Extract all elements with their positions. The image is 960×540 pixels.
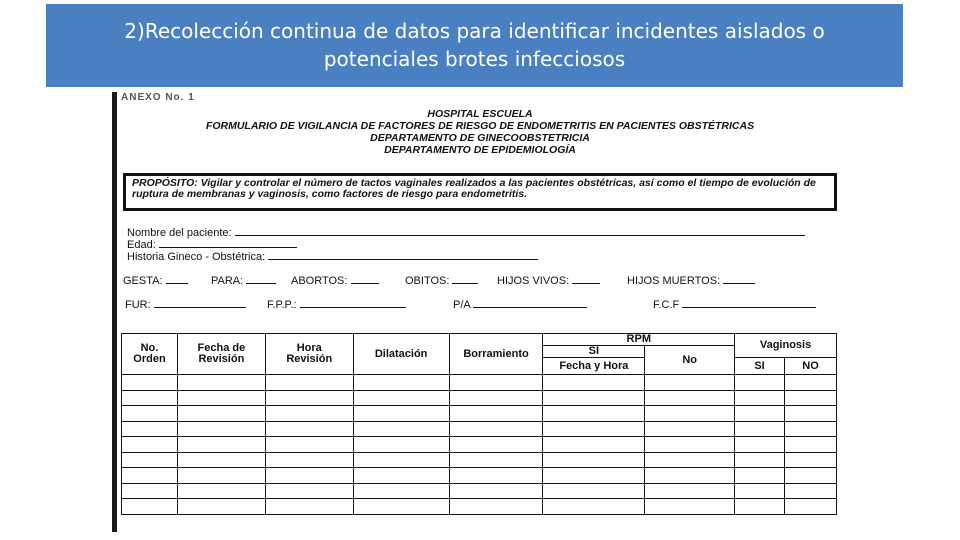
fcf-field — [653, 298, 816, 311]
vaginosis-si: SI — [735, 358, 785, 375]
col-dilatacion: Dilatación — [353, 334, 449, 375]
age-line — [159, 238, 297, 248]
hijos-vivos-line — [572, 274, 600, 284]
fur-field — [125, 298, 246, 311]
table-row — [122, 390, 837, 406]
table-row — [122, 499, 837, 515]
col-no-orden: No. Orden — [122, 334, 178, 375]
table-row — [122, 437, 837, 453]
history-line — [268, 250, 538, 260]
fur-line — [154, 298, 246, 308]
patient-name-line — [235, 226, 805, 236]
obitos-line — [452, 274, 478, 284]
cropped-top-text: ANEXO No. 1 — [121, 92, 195, 100]
rpm-si: SI — [543, 346, 645, 358]
table-header-row-1 — [122, 334, 837, 346]
vaginosis-no: NO — [785, 358, 837, 375]
abortos-line — [351, 274, 379, 284]
fpp-label: F.P.P.: — [267, 299, 297, 311]
group-vaginosis: Vaginosis — [735, 334, 837, 358]
scanned-form — [117, 92, 843, 532]
patient-name-label: Nombre del paciente: — [127, 227, 232, 239]
pa-field — [453, 298, 587, 311]
abortos-label: ABORTOS: — [291, 275, 348, 287]
age-label: Edad: — [127, 239, 156, 251]
revision-table — [121, 333, 837, 515]
gesta-line — [166, 274, 188, 284]
history-field — [127, 250, 538, 263]
table-row — [122, 452, 837, 468]
table-row — [122, 468, 837, 484]
group-rpm: RPM — [543, 334, 735, 346]
pa-line — [473, 298, 587, 308]
hijos-muertos-field — [627, 274, 755, 287]
obitos-label: OBITOS: — [405, 275, 450, 287]
rpm-fecha-hora: Fecha y Hora — [543, 358, 645, 375]
table-row — [122, 375, 837, 391]
table-row — [122, 421, 837, 437]
slide-title-line-2: potenciales brotes infecciosos — [323, 47, 626, 71]
hijos-muertos-line — [723, 274, 755, 284]
fpp-field — [267, 298, 406, 311]
hijos-muertos-label: HIJOS MUERTOS: — [627, 275, 721, 287]
form-title: FORMULARIO DE VIGILANCIA DE FACTORES DE RIESGO DE ENDOMETRITIS EN PACIENTES OBSTÉTRICAS — [205, 120, 755, 132]
form-department-epidemiology: DEPARTAMENTO DE EPIDEMIOLOGÍA — [384, 144, 576, 156]
purpose-box: PROPÓSITO: Vigilar y controlar el número de tactos vaginales realizados a las pacientes obstétricas, así como el tiempo de evolución de ruptura de membranas y vaginosis, como factores de riesgo para endometritis. — [123, 173, 837, 211]
col-hora-revision: Hora Revisión — [265, 334, 353, 375]
col-fecha-revision: Fecha de Revisión — [177, 334, 265, 375]
abortos-field — [291, 274, 379, 287]
col-borramiento: Borramiento — [449, 334, 543, 375]
form-department-gyneco: DEPARTAMENTO DE GINECOOBSTETRICIA — [370, 132, 590, 144]
rpm-no: No — [645, 346, 735, 375]
fur-label: FUR: — [125, 299, 151, 311]
para-line — [246, 274, 276, 284]
fcf-line — [682, 298, 816, 308]
para-field — [211, 274, 276, 287]
hijos-vivos-label: HIJOS VIVOS: — [497, 275, 570, 287]
slide-title-line-1: 2)Recolección continua de datos para identificar incidentes aislados o — [124, 19, 825, 43]
table-row — [122, 406, 837, 422]
history-label: Historia Gineco - Obstétrica: — [127, 251, 266, 263]
pa-label: P/A — [453, 299, 471, 311]
table-row — [122, 483, 837, 499]
slide-title-banner — [46, 4, 903, 87]
form-hospital-name: HOSPITAL ESCUELA — [427, 108, 533, 120]
gesta-label: GESTA: — [123, 275, 163, 287]
gesta-field — [123, 274, 188, 287]
hijos-vivos-field — [497, 274, 600, 287]
fpp-line — [300, 298, 406, 308]
fcf-label: F.C.F — [653, 299, 680, 311]
para-label: PARA: — [211, 275, 244, 287]
obitos-field — [405, 274, 478, 287]
